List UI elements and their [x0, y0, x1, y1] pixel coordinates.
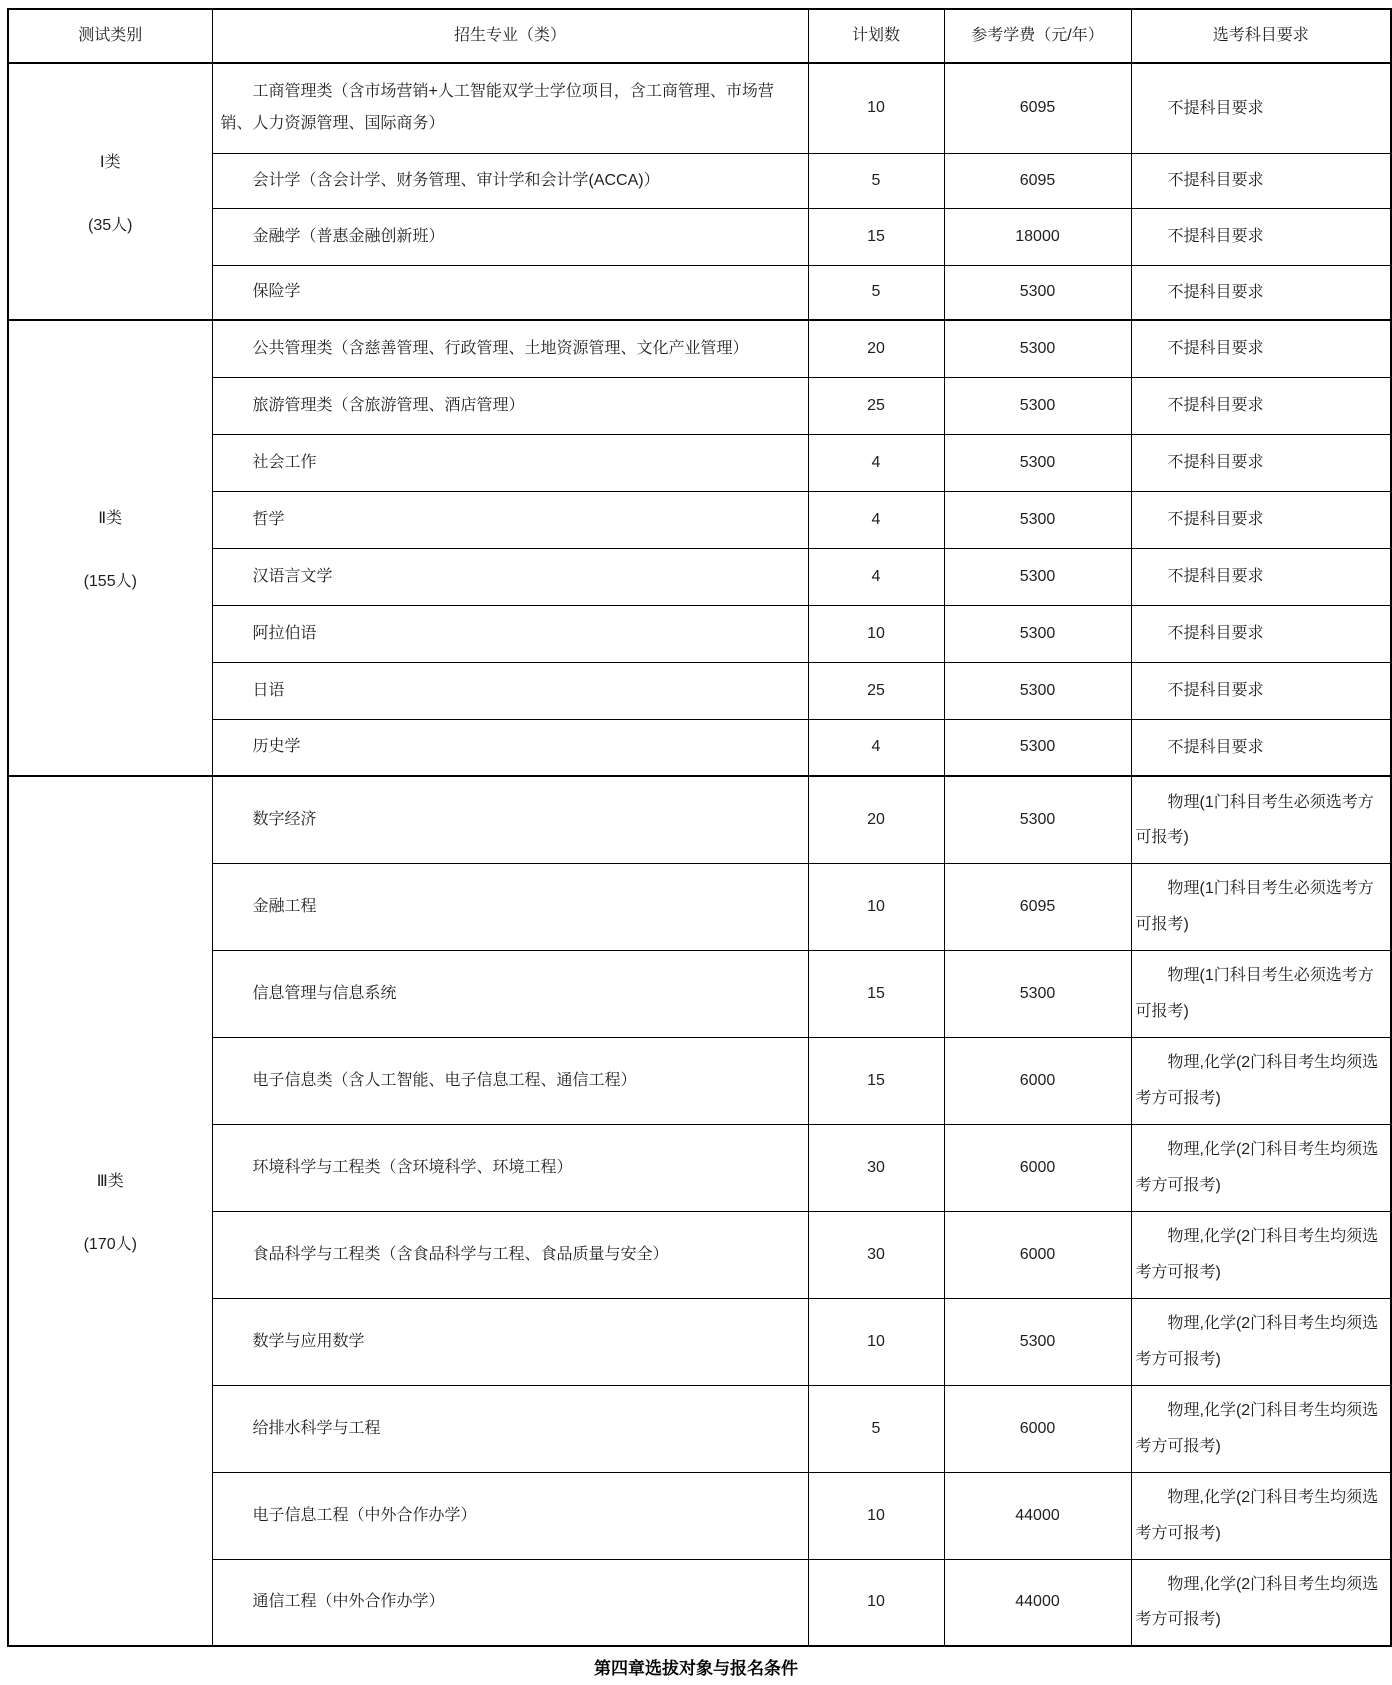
major-cell: 电子信息类（含人工智能、电子信息工程、通信工程）	[212, 1037, 808, 1124]
major-cell: 社会工作	[212, 434, 808, 491]
fee-cell: 6095	[944, 63, 1131, 153]
major-cell: 会计学（含会计学、财务管理、审计学和会计学(ACCA)）	[212, 153, 808, 208]
major-cell: 数学与应用数学	[212, 1298, 808, 1385]
plan-cell: 30	[808, 1124, 944, 1211]
major-cell: 阿拉伯语	[212, 605, 808, 662]
plan-cell: 4	[808, 491, 944, 548]
plan-cell: 10	[808, 863, 944, 950]
chapter-title: 第四章选拔对象与报名条件	[594, 1659, 798, 1678]
major-cell: 金融学（普惠金融创新班）	[212, 208, 808, 265]
plan-cell: 4	[808, 548, 944, 605]
plan-cell: 4	[808, 719, 944, 776]
requirement-cell: 物理(1门科目考生必须选考方可报考)	[1131, 950, 1391, 1037]
category-count-label: (35人)	[88, 216, 133, 234]
table-row	[8, 662, 1391, 719]
requirement-cell: 物理,化学(2门科目考生均须选考方可报考)	[1131, 1385, 1391, 1472]
major-cell: 保险学	[212, 265, 808, 320]
plan-cell: 10	[808, 1559, 944, 1646]
header-fee: 参考学费（元/年）	[944, 9, 1131, 63]
fee-cell: 5300	[944, 719, 1131, 776]
major-cell: 哲学	[212, 491, 808, 548]
plan-cell: 20	[808, 776, 944, 863]
major-cell: 电子信息工程（中外合作办学）	[212, 1472, 808, 1559]
table-row	[8, 1298, 1391, 1385]
plan-cell: 15	[808, 208, 944, 265]
table-row	[8, 434, 1391, 491]
plan-cell: 10	[808, 1472, 944, 1559]
fee-cell: 5300	[944, 776, 1131, 863]
plan-cell: 10	[808, 1298, 944, 1385]
plan-cell: 15	[808, 1037, 944, 1124]
table-row	[8, 1037, 1391, 1124]
table-row	[8, 605, 1391, 662]
admission-plan-table	[7, 8, 1392, 1647]
fee-cell: 44000	[944, 1472, 1131, 1559]
category-count-label: (155人)	[83, 573, 137, 590]
table-row	[8, 320, 1391, 377]
table-row	[8, 1211, 1391, 1298]
fee-cell: 5300	[944, 377, 1131, 434]
requirement-cell: 物理(1门科目考生必须选考方可报考)	[1131, 863, 1391, 950]
fee-cell: 6095	[944, 153, 1131, 208]
requirement-cell: 物理(1门科目考生必须选考方可报考)	[1131, 776, 1391, 863]
requirement-cell: 物理,化学(2门科目考生均须选考方可报考)	[1131, 1298, 1391, 1385]
requirement-cell: 不提科目要求	[1131, 434, 1391, 491]
header-category: 测试类别	[8, 9, 212, 63]
category-label: Ⅲ类	[96, 1173, 124, 1190]
major-cell: 信息管理与信息系统	[212, 950, 808, 1037]
requirement-cell: 不提科目要求	[1131, 320, 1391, 377]
table-row	[8, 1472, 1391, 1559]
plan-cell: 25	[808, 662, 944, 719]
requirement-cell: 物理,化学(2门科目考生均须选考方可报考)	[1131, 1037, 1391, 1124]
table-row	[8, 548, 1391, 605]
table-row	[8, 719, 1391, 776]
table-row	[8, 1385, 1391, 1472]
major-cell: 环境科学与工程类（含环境科学、环境工程）	[212, 1124, 808, 1211]
major-cell: 汉语言文学	[212, 548, 808, 605]
category-cell-3	[8, 776, 212, 1646]
fee-cell: 6000	[944, 1385, 1131, 1472]
requirement-cell: 不提科目要求	[1131, 548, 1391, 605]
major-cell: 金融工程	[212, 863, 808, 950]
requirement-cell: 不提科目要求	[1131, 265, 1391, 320]
table-row	[8, 776, 1391, 863]
plan-cell: 5	[808, 153, 944, 208]
requirement-cell: 物理,化学(2门科目考生均须选考方可报考)	[1131, 1559, 1391, 1646]
table-row	[8, 153, 1391, 208]
fee-cell: 5300	[944, 320, 1131, 377]
requirement-cell: 不提科目要求	[1131, 662, 1391, 719]
table-header-row	[8, 9, 1391, 63]
plan-cell: 10	[808, 63, 944, 153]
plan-cell: 5	[808, 1385, 944, 1472]
major-cell: 旅游管理类（含旅游管理、酒店管理）	[212, 377, 808, 434]
major-cell: 给排水科学与工程	[212, 1385, 808, 1472]
category-label: Ⅰ类	[99, 153, 121, 171]
requirement-cell: 物理,化学(2门科目考生均须选考方可报考)	[1131, 1124, 1391, 1211]
plan-cell: 15	[808, 950, 944, 1037]
category-cell-1	[8, 63, 212, 320]
plan-cell: 4	[808, 434, 944, 491]
major-cell: 工商管理类（含市场营销+人工智能双学士学位项目，含工商管理、市场营销、人力资源管理、国际商务）	[212, 63, 808, 153]
header-requirement: 选考科目要求	[1131, 9, 1391, 63]
table-row	[8, 63, 1391, 153]
table-row	[8, 1559, 1391, 1646]
major-cell: 通信工程（中外合作办学）	[212, 1559, 808, 1646]
plan-cell: 5	[808, 265, 944, 320]
fee-cell: 5300	[944, 950, 1131, 1037]
fee-cell: 6000	[944, 1124, 1131, 1211]
table-row	[8, 377, 1391, 434]
fee-cell: 6095	[944, 863, 1131, 950]
fee-cell: 5300	[944, 662, 1131, 719]
category-label: Ⅱ类	[98, 510, 123, 527]
fee-cell: 18000	[944, 208, 1131, 265]
table-row	[8, 265, 1391, 320]
requirement-cell: 物理,化学(2门科目考生均须选考方可报考)	[1131, 1472, 1391, 1559]
requirement-cell: 不提科目要求	[1131, 719, 1391, 776]
major-cell: 公共管理类（含慈善管理、行政管理、土地资源管理、文化产业管理）	[212, 320, 808, 377]
fee-cell: 5300	[944, 265, 1131, 320]
requirement-cell: 不提科目要求	[1131, 491, 1391, 548]
requirement-cell: 物理,化学(2门科目考生均须选考方可报考)	[1131, 1211, 1391, 1298]
requirement-cell: 不提科目要求	[1131, 63, 1391, 153]
major-cell: 日语	[212, 662, 808, 719]
requirement-cell: 不提科目要求	[1131, 153, 1391, 208]
table-row	[8, 491, 1391, 548]
requirement-cell: 不提科目要求	[1131, 377, 1391, 434]
category-cell-2	[8, 320, 212, 776]
fee-cell: 5300	[944, 434, 1131, 491]
fee-cell: 6000	[944, 1211, 1131, 1298]
major-cell: 食品科学与工程类（含食品科学与工程、食品质量与安全）	[212, 1211, 808, 1298]
table-row	[8, 863, 1391, 950]
fee-cell: 5300	[944, 605, 1131, 662]
header-plan: 计划数	[808, 9, 944, 63]
fee-cell: 5300	[944, 491, 1131, 548]
fee-cell: 5300	[944, 1298, 1131, 1385]
category-count-label: (170人)	[83, 1236, 137, 1253]
fee-cell: 6000	[944, 1037, 1131, 1124]
plan-cell: 10	[808, 605, 944, 662]
table-row	[8, 950, 1391, 1037]
major-cell: 历史学	[212, 719, 808, 776]
plan-cell: 25	[808, 377, 944, 434]
fee-cell: 44000	[944, 1559, 1131, 1646]
plan-cell: 20	[808, 320, 944, 377]
table-row	[8, 208, 1391, 265]
requirement-cell: 不提科目要求	[1131, 208, 1391, 265]
fee-cell: 5300	[944, 548, 1131, 605]
requirement-cell: 不提科目要求	[1131, 605, 1391, 662]
header-major: 招生专业（类）	[212, 9, 808, 63]
plan-cell: 30	[808, 1211, 944, 1298]
major-cell: 数字经济	[212, 776, 808, 863]
table-row	[8, 1124, 1391, 1211]
